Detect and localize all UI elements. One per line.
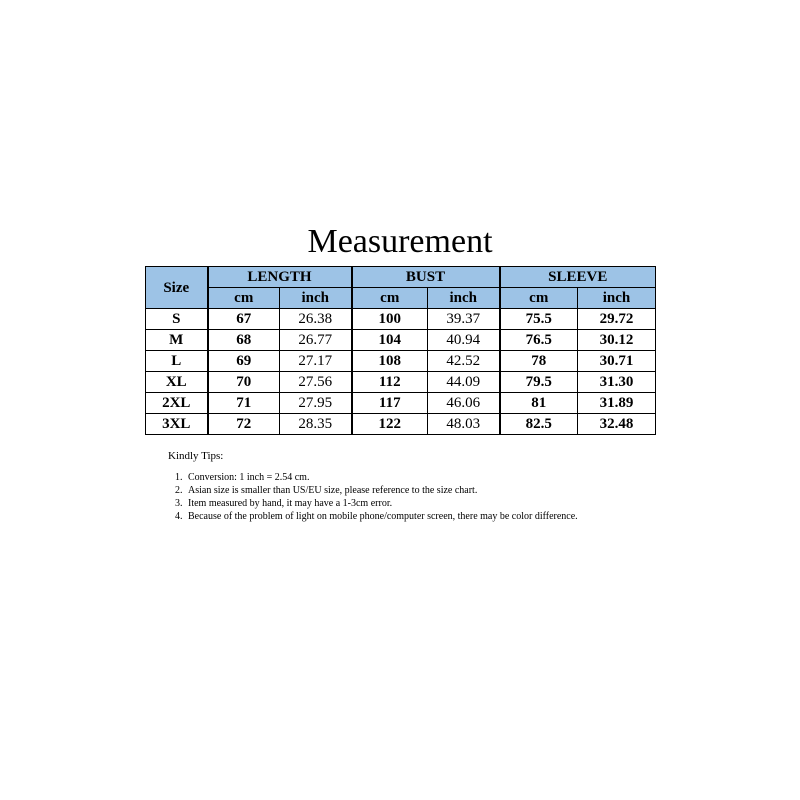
length-cm-cell: 71 xyxy=(208,393,280,414)
length-cm-cell: 72 xyxy=(208,414,280,435)
bust-cm-cell: 104 xyxy=(352,330,428,351)
sleeve-inch-cell: 31.30 xyxy=(578,372,656,393)
length-cm-header: cm xyxy=(208,288,280,309)
bust-inch-cell: 42.52 xyxy=(428,351,500,372)
sleeve-cm-cell: 82.5 xyxy=(500,414,578,435)
sleeve-inch-cell: 30.12 xyxy=(578,330,656,351)
sleeve-inch-cell: 29.72 xyxy=(578,309,656,330)
bust-inch-cell: 39.37 xyxy=(428,309,500,330)
tip-item: 1. Conversion: 1 inch = 2.54 cm. xyxy=(185,471,628,484)
table-row xyxy=(146,414,656,435)
bust-inch-cell: 40.94 xyxy=(428,330,500,351)
sleeve-inch-cell: 31.89 xyxy=(578,393,656,414)
size-cell: S xyxy=(146,309,208,330)
bust-cm-cell: 117 xyxy=(352,393,428,414)
size-chart-table xyxy=(145,266,656,435)
sleeve-group-header: SLEEVE xyxy=(500,267,656,288)
sleeve-cm-cell: 75.5 xyxy=(500,309,578,330)
sleeve-inch-header: inch xyxy=(578,288,656,309)
bust-inch-cell: 46.06 xyxy=(428,393,500,414)
kindly-tips xyxy=(168,450,628,523)
length-inch-cell: 27.95 xyxy=(280,393,352,414)
bust-group-header: BUST xyxy=(352,267,500,288)
sleeve-cm-cell: 79.5 xyxy=(500,372,578,393)
length-cm-cell: 70 xyxy=(208,372,280,393)
length-cm-cell: 67 xyxy=(208,309,280,330)
sleeve-inch-cell: 32.48 xyxy=(578,414,656,435)
table-row xyxy=(146,330,656,351)
size-column-header: Size xyxy=(146,267,208,309)
table-row xyxy=(146,393,656,414)
header-row-groups xyxy=(146,267,656,288)
size-cell: L xyxy=(146,351,208,372)
sleeve-inch-cell: 30.71 xyxy=(578,351,656,372)
size-cell: 2XL xyxy=(146,393,208,414)
length-inch-cell: 27.17 xyxy=(280,351,352,372)
tip-item: 3. Item measured by hand, it may have a 1-3cm error. xyxy=(185,497,628,510)
length-group-header: LENGTH xyxy=(208,267,352,288)
sleeve-cm-header: cm xyxy=(500,288,578,309)
sleeve-cm-cell: 76.5 xyxy=(500,330,578,351)
sleeve-cm-cell: 78 xyxy=(500,351,578,372)
tip-item: 4. Because of the problem of light on mobile phone/computer screen, there may be color difference. xyxy=(185,510,628,523)
sleeve-cm-cell: 81 xyxy=(500,393,578,414)
bust-cm-cell: 122 xyxy=(352,414,428,435)
size-cell: XL xyxy=(146,372,208,393)
length-inch-cell: 26.77 xyxy=(280,330,352,351)
table-row xyxy=(146,372,656,393)
table-row xyxy=(146,351,656,372)
tip-item: 2. Asian size is smaller than US/EU size, please reference to the size chart. xyxy=(185,484,628,497)
size-cell: M xyxy=(146,330,208,351)
bust-cm-header: cm xyxy=(352,288,428,309)
length-cm-cell: 68 xyxy=(208,330,280,351)
bust-cm-cell: 100 xyxy=(352,309,428,330)
length-inch-cell: 26.38 xyxy=(280,309,352,330)
length-cm-cell: 69 xyxy=(208,351,280,372)
bust-cm-cell: 108 xyxy=(352,351,428,372)
table-row xyxy=(146,309,656,330)
tips-title: Kindly Tips: xyxy=(168,450,224,462)
length-inch-cell: 28.35 xyxy=(280,414,352,435)
length-inch-cell: 27.56 xyxy=(280,372,352,393)
length-inch-header: inch xyxy=(280,288,352,309)
tips-list xyxy=(168,471,628,523)
bust-inch-cell: 44.09 xyxy=(428,372,500,393)
header-row-units xyxy=(146,288,656,309)
page-title: Measurement xyxy=(307,223,493,260)
bust-inch-header: inch xyxy=(428,288,500,309)
size-cell: 3XL xyxy=(146,414,208,435)
bust-inch-cell: 48.03 xyxy=(428,414,500,435)
bust-cm-cell: 112 xyxy=(352,372,428,393)
